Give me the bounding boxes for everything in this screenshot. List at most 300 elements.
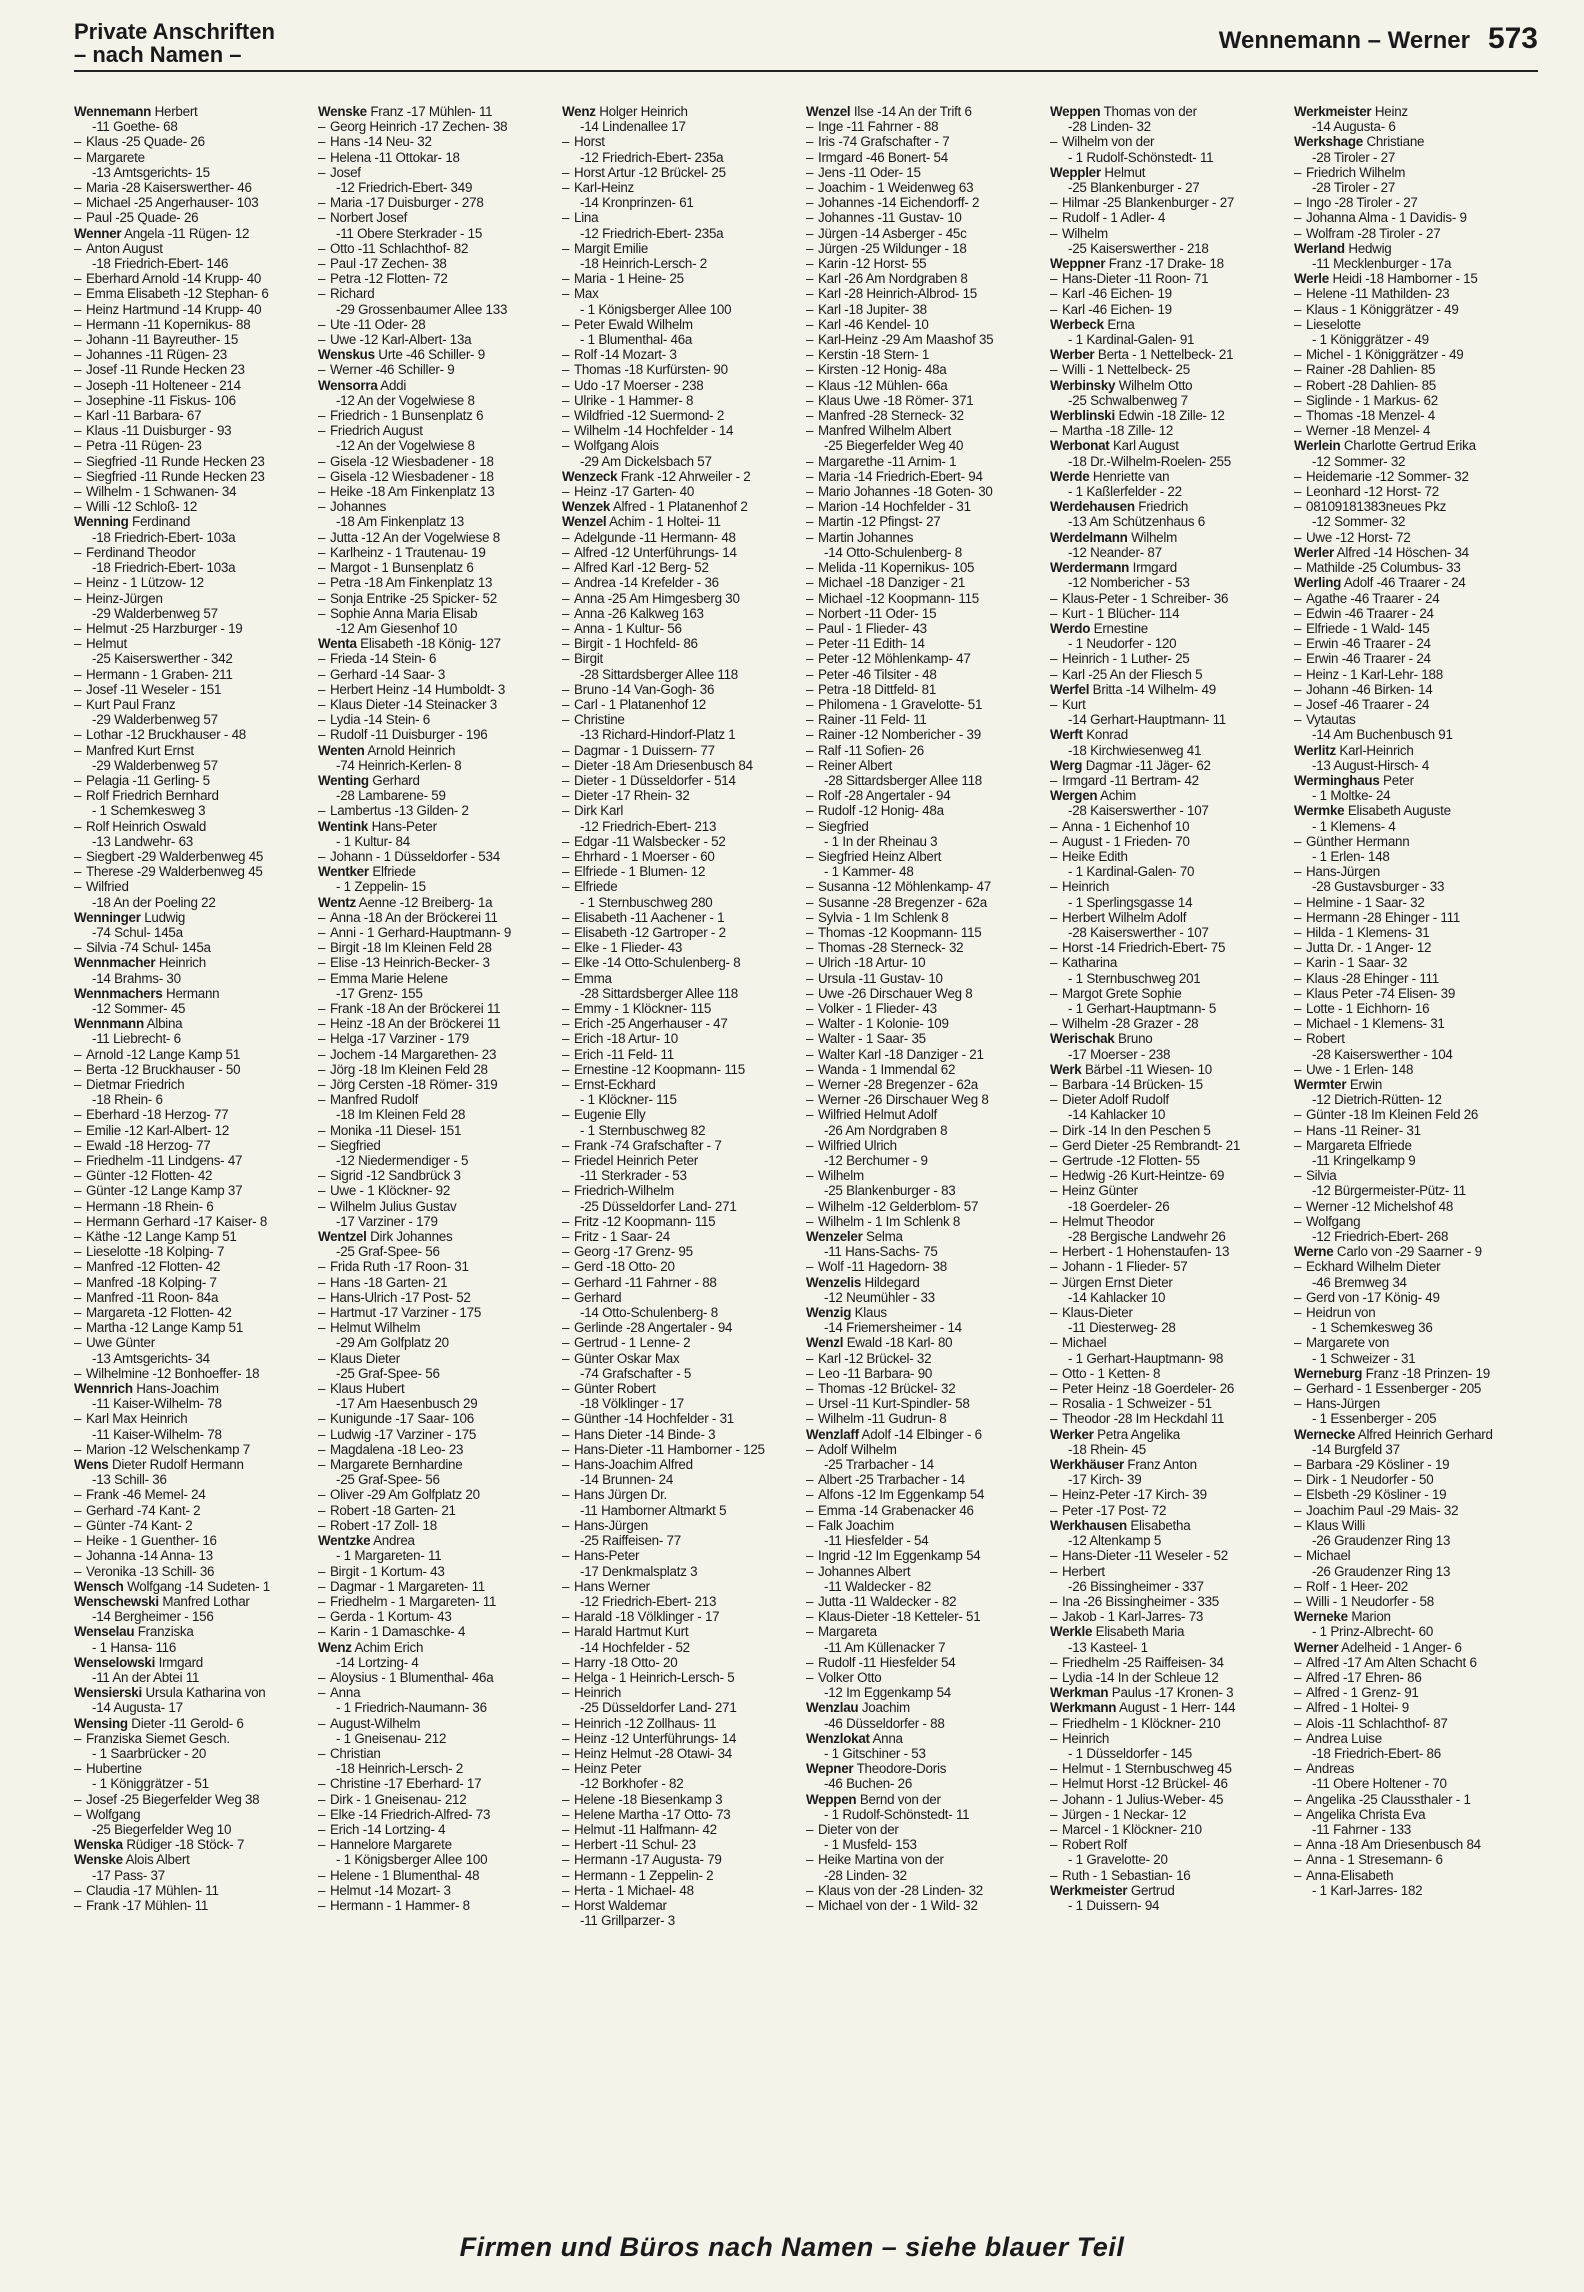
- dash-marker: –: [1050, 195, 1058, 211]
- sub-entry: [318, 803, 560, 818]
- entry-text: Ursula Katharina von: [145, 1685, 266, 1701]
- address-line: -18 Heinrich-Lersch- 2: [336, 1761, 463, 1777]
- dash-marker: –: [318, 210, 326, 226]
- dash-marker: –: [806, 484, 814, 500]
- dash-marker: –: [318, 1715, 326, 1731]
- dash-marker: –: [1294, 712, 1302, 728]
- entry-text: Klaus-Peter - 1 Schreiber- 36: [1062, 590, 1229, 606]
- dash-marker: –: [1294, 484, 1302, 500]
- surname-entry: [74, 1716, 316, 1731]
- entry-text: Heinrich - 1 Luther- 25: [1062, 651, 1190, 667]
- address-line: - 1 Königgrätzer - 51: [92, 1776, 209, 1792]
- dash-marker: –: [318, 1745, 326, 1761]
- address-line: -12 Bürgermeister-Pütz- 11: [1312, 1183, 1466, 1199]
- surname-entry: [74, 1016, 316, 1031]
- dash-marker: –: [806, 1593, 814, 1609]
- surname-entry: [1050, 408, 1292, 423]
- sub-entry: [562, 1761, 804, 1776]
- dash-marker: –: [1050, 1259, 1058, 1275]
- surname: Weppner: [1050, 256, 1106, 272]
- sub-entry: [1294, 697, 1536, 712]
- entry-text: Robert -28 Dahlien- 85: [1306, 377, 1436, 393]
- entry-text: Elfriede - 1 Wald- 145: [1306, 620, 1430, 636]
- dash-marker: –: [1294, 1107, 1302, 1123]
- entry-text: Marcel - 1 Klöckner- 210: [1062, 1821, 1202, 1837]
- sub-entry: [74, 1335, 316, 1350]
- sub-entry: [1050, 1670, 1292, 1685]
- surname: Werner: [1294, 1639, 1339, 1655]
- dash-marker: –: [74, 240, 82, 256]
- sub-entry: [806, 667, 1048, 682]
- address-line: -12 Friedrich-Ebert- 235a: [580, 149, 724, 165]
- entry-text: Selma: [866, 1229, 903, 1245]
- sub-entry: [562, 1731, 804, 1746]
- entry-text: Wilhelm -12 Gelderblom- 57: [818, 1198, 979, 1214]
- entry-text: Andreas: [1306, 1761, 1355, 1777]
- sub-entry: [562, 758, 804, 773]
- sub-entry: [806, 1852, 1048, 1867]
- dash-marker: –: [562, 757, 570, 773]
- dash-marker: –: [318, 1806, 326, 1822]
- sub-entry: [1050, 1503, 1292, 1518]
- sub-entry: [1294, 195, 1536, 210]
- sub-entry: [806, 1016, 1048, 1031]
- address-line: - 1 In der Rheinau 3: [824, 833, 938, 849]
- entry-text: Otto -11 Schlachthof- 82: [330, 240, 469, 256]
- entry-text: Hans-Jürgen: [1306, 864, 1380, 880]
- dash-marker: –: [562, 392, 570, 408]
- dash-marker: –: [1294, 909, 1302, 925]
- entry-text: Walter Karl -18 Danziger - 21: [818, 1046, 984, 1062]
- entry-text: Margarete Bernhardine: [330, 1457, 463, 1473]
- address-line: -25 Düsseldorfer Land- 271: [580, 1198, 737, 1214]
- sub-entry: [1050, 271, 1292, 286]
- sub-entry: [318, 499, 560, 514]
- dash-marker: –: [318, 1685, 326, 1701]
- sub-entry: [318, 1822, 560, 1837]
- dash-marker: –: [1294, 164, 1302, 180]
- surname: Werk: [1050, 1061, 1082, 1077]
- sub-entry: [1294, 1305, 1536, 1320]
- sub-entry: [1294, 636, 1536, 651]
- entry-text: Günther -14 Hochfelder - 31: [574, 1411, 734, 1427]
- dash-marker: –: [74, 590, 82, 606]
- sub-entry: [1294, 910, 1536, 925]
- entry-text: Gerd Dieter -25 Rembrandt- 21: [1062, 1137, 1241, 1153]
- sub-entry: [562, 1792, 804, 1807]
- entry-text: Maria - 1 Heine- 25: [574, 271, 684, 287]
- entry-text: Kunigunde -17 Saar- 106: [330, 1411, 474, 1427]
- dash-marker: –: [562, 909, 570, 925]
- surname-entry: [806, 1275, 1048, 1290]
- sub-entry: [74, 1533, 316, 1548]
- entry-text: Wilfried Ulrich: [818, 1137, 897, 1153]
- entry-text: Wilhelm -14 Hochfelder - 14: [574, 423, 734, 439]
- entry-text: Rolf Friedrich Bernhard: [86, 788, 219, 804]
- dash-marker: –: [806, 894, 814, 910]
- entry-text: Michael -25 Angerhauser- 103: [86, 195, 259, 211]
- dash-marker: –: [74, 468, 82, 484]
- address-line: - 1 Blumenthal- 46a: [580, 332, 693, 348]
- surname-entry: [1050, 727, 1292, 742]
- address-line: -13 Landwehr- 63: [92, 833, 193, 849]
- dash-marker: –: [1294, 940, 1302, 956]
- address-line: -12 Berchumer - 9: [824, 1153, 928, 1169]
- surname: Wenzel: [562, 514, 607, 530]
- address-line: -74 Grafschafter - 5: [580, 1365, 692, 1381]
- surname: Wernecke: [1294, 1426, 1356, 1442]
- dash-marker: –: [562, 864, 570, 880]
- entry-text: Kerstin -18 Stern- 1: [818, 347, 930, 363]
- sub-entry: [74, 773, 316, 788]
- address-line: - 1 Kardinal-Galen- 70: [1068, 864, 1195, 880]
- dash-marker: –: [562, 1897, 570, 1913]
- entry-text: Johanna -14 Anna- 13: [86, 1548, 213, 1564]
- entry-text: Jutta Dr. - 1 Anger- 12: [1306, 940, 1432, 956]
- sub-entry: [806, 1624, 1048, 1639]
- sub-entry: [806, 241, 1048, 256]
- surname-entry: [74, 514, 316, 529]
- dash-marker: –: [318, 1092, 326, 1108]
- entry-text: Alfred Karl -12 Berg- 52: [574, 560, 709, 576]
- dash-marker: –: [1050, 696, 1058, 712]
- surname: Werlitz: [1294, 742, 1336, 758]
- entry-text: Dietmar Friedrich: [86, 1077, 185, 1092]
- address-line: - 1 Friedrich-Naumann- 36: [336, 1700, 487, 1716]
- dash-marker: –: [562, 529, 570, 545]
- sub-entry: [806, 1609, 1048, 1624]
- entry-text: Heinz - 1 Lützow- 12: [86, 575, 204, 591]
- address-line: -18 Friedrich-Ebert- 103a: [92, 529, 236, 545]
- sub-entry: [1050, 1868, 1292, 1883]
- entry-text: Kurt - 1 Blücher- 114: [1062, 605, 1180, 621]
- sub-entry: [806, 1883, 1048, 1898]
- address-line: -12 Nombericher - 53: [1068, 575, 1190, 591]
- dash-marker: –: [562, 1487, 570, 1503]
- entry-text: Günter -18 Im Kleinen Feld 26: [1306, 1107, 1479, 1123]
- dash-marker: –: [318, 332, 326, 348]
- entry-text: Elke -14 Otto-Schulenberg- 8: [574, 955, 741, 971]
- dash-marker: –: [806, 180, 814, 196]
- entry-text: Hans Jürgen Dr.: [574, 1487, 668, 1503]
- sub-entry: [806, 1898, 1048, 1913]
- entry-text: Hans Dieter -14 Binde- 3: [574, 1426, 716, 1442]
- entry-text: Ferdinand: [132, 514, 191, 530]
- dash-marker: –: [806, 985, 814, 1001]
- address-line: -17 Am Haesenbusch 29: [336, 1396, 478, 1412]
- dash-marker: –: [318, 529, 326, 545]
- entry-text: Hermann: [166, 985, 220, 1001]
- entry-text: Irmgard -46 Bonert- 54: [818, 149, 948, 165]
- sub-entry: [318, 1123, 560, 1138]
- surname-entry: [1050, 1700, 1292, 1715]
- dash-marker: –: [74, 1077, 82, 1092]
- directory-column: [1294, 104, 1536, 2222]
- entry-text: Helene -11 Mathilden- 23: [1306, 286, 1450, 302]
- dash-marker: –: [562, 636, 570, 652]
- dash-marker: –: [1294, 1806, 1302, 1822]
- entry-text: Georg Heinrich -17 Zechen- 38: [330, 119, 508, 135]
- sub-entry: [806, 788, 1048, 803]
- address-line: -14 Lindenallee 17: [580, 119, 686, 135]
- dash-marker: –: [318, 362, 326, 378]
- entry-text: Dirk - 1 Neudorfer - 50: [1306, 1472, 1434, 1488]
- sub-entry: [562, 1898, 804, 1913]
- dash-marker: –: [318, 1350, 326, 1366]
- entry-text: Karl -25 An der Fliesch 5: [1062, 666, 1203, 682]
- entry-text: Gertrud - 1 Lenne- 2: [574, 1335, 691, 1351]
- entry-text: Rudolf - 1 Adler- 4: [1062, 210, 1166, 226]
- dash-marker: –: [1050, 1669, 1058, 1685]
- sub-entry: [1050, 1792, 1292, 1807]
- sub-entry: [318, 1442, 560, 1457]
- entry-text: Herbert Heinz -14 Humboldt- 3: [330, 681, 506, 697]
- dash-marker: –: [562, 1867, 570, 1883]
- surname: Werle: [1294, 271, 1329, 287]
- dash-marker: –: [1050, 1213, 1058, 1229]
- entry-text: Oliver -29 Am Golfplatz 20: [330, 1487, 480, 1503]
- address-line: -13 Richard-Hindorf-Platz 1: [580, 727, 736, 743]
- entry-text: Ewald -18 Karl- 80: [846, 1335, 953, 1351]
- page-header: [74, 20, 1538, 72]
- dash-marker: –: [318, 1198, 326, 1214]
- dash-marker: –: [1050, 1791, 1058, 1807]
- entry-text: Jochem -14 Margarethen- 23: [330, 1046, 497, 1062]
- sub-entry: [562, 1852, 804, 1867]
- sub-entry: [1294, 530, 1536, 545]
- surname: Werker: [1050, 1426, 1094, 1442]
- sub-entry: [318, 1290, 560, 1305]
- sub-entry: [562, 955, 804, 970]
- dash-marker: –: [74, 879, 82, 895]
- dash-marker: –: [1294, 924, 1302, 940]
- sub-entry: [1050, 819, 1292, 834]
- dash-marker: –: [318, 1137, 326, 1153]
- entry-text: Eberhard -18 Herzog- 77: [86, 1107, 229, 1123]
- entry-text: Harald Hartmut Kurt: [574, 1624, 689, 1640]
- sub-entry: [318, 317, 560, 332]
- sub-entry: [1294, 1807, 1536, 1822]
- sub-entry: [1294, 1518, 1536, 1533]
- entry-text: Andrea -14 Krefelder - 36: [574, 575, 719, 591]
- surname: Wennmachers: [74, 985, 163, 1001]
- sub-entry: [806, 1047, 1048, 1062]
- surname-entry: [562, 469, 804, 484]
- address-line: -28 Sittardsberger Allee 118: [580, 985, 739, 1001]
- sub-entry: [318, 575, 560, 590]
- entry-text: Albert -25 Trarbacher - 14: [818, 1472, 965, 1488]
- address-line: - 1 Musfeld- 153: [824, 1837, 917, 1853]
- sub-entry: [806, 1594, 1048, 1609]
- sub-entry: [562, 971, 804, 986]
- address-line: -12 An der Vogelwiese 8: [336, 438, 475, 454]
- entry-text: Charlotte Gertrud Erika: [1343, 438, 1476, 454]
- dash-marker: –: [74, 1259, 82, 1275]
- address-line: -14 Hochfelder - 52: [580, 1639, 690, 1655]
- entry-text: Manfred Kurt Ernst: [86, 742, 194, 758]
- entry-text: Jörg -18 Im Kleinen Feld 28: [330, 1061, 488, 1077]
- entry-text: Claudia -17 Mühlen- 11: [86, 1882, 219, 1898]
- entry-text: Harry -18 Otto- 20: [574, 1654, 678, 1670]
- entry-text: Petra -11 Rügen- 23: [86, 438, 202, 454]
- sub-entry: [74, 1290, 316, 1305]
- dash-marker: –: [562, 1578, 570, 1594]
- entry-text: Günter -12 Flotten- 42: [86, 1168, 213, 1184]
- entry-text: Günter -74 Kant- 2: [86, 1517, 193, 1533]
- entry-text: Heinrich: [1062, 879, 1110, 895]
- address-line: -11 Kringelkamp 9: [1312, 1153, 1416, 1169]
- entry-text: Angela -11 Rügen- 12: [124, 225, 250, 241]
- entry-text: Klaus-Dieter -18 Ketteler- 51: [818, 1609, 981, 1625]
- address-line: -25 Graf-Spee- 56: [336, 1365, 440, 1381]
- dash-marker: –: [318, 1046, 326, 1062]
- dash-marker: –: [1294, 1761, 1302, 1777]
- entry-text: Hermann -18 Rhein- 6: [86, 1198, 214, 1214]
- sub-entry: [806, 1472, 1048, 1487]
- dash-marker: –: [562, 879, 570, 895]
- entry-text: Peter -46 Tilsiter - 48: [818, 666, 937, 682]
- entry-text: Henriette van: [1092, 468, 1170, 484]
- dash-marker: –: [74, 1061, 82, 1077]
- dash-marker: –: [806, 681, 814, 697]
- dash-marker: –: [562, 1137, 570, 1153]
- dash-marker: –: [318, 286, 326, 302]
- surname-entry: [1050, 469, 1292, 484]
- surname: Wenzeck: [562, 468, 618, 484]
- address-line: -13 August-Hirsch- 4: [1312, 757, 1430, 773]
- sub-entry: [1050, 134, 1292, 149]
- sub-entry: [1294, 925, 1536, 940]
- dash-marker: –: [318, 408, 326, 424]
- address-line: -11 Obere Holtener - 70: [1312, 1776, 1447, 1792]
- sub-entry: [74, 1548, 316, 1563]
- entry-text: Frieda -14 Stein- 6: [330, 651, 437, 667]
- dash-marker: –: [806, 818, 814, 834]
- dash-marker: –: [562, 347, 570, 363]
- address-line: - 1 Schemkesweg 36: [1312, 1320, 1433, 1336]
- entry-text: Lydia -14 In der Schleue 12: [1062, 1669, 1219, 1685]
- footer-note: Firmen und Büros nach Namen – siehe blauer Teil: [459, 2232, 1125, 2262]
- sub-entry: [74, 1883, 316, 1898]
- entry-text: Urte -46 Schiller- 9: [378, 347, 485, 363]
- dash-marker: –: [74, 1137, 82, 1153]
- entry-text: Frank -18 An der Bröckerei 11: [330, 1000, 501, 1016]
- entry-text: Ruth - 1 Sebastian- 16: [1062, 1867, 1191, 1883]
- sub-entry: [1294, 1290, 1536, 1305]
- dash-marker: –: [74, 818, 82, 834]
- entry-text: Christine -17 Eberhard- 17: [330, 1776, 482, 1792]
- entry-text: Leonhard -12 Horst- 72: [1306, 484, 1439, 500]
- sub-entry: [562, 1685, 804, 1700]
- entry-text: Martin -12 Pfingst- 27: [818, 514, 941, 530]
- dash-marker: –: [562, 1289, 570, 1305]
- dash-marker: –: [562, 940, 570, 956]
- dash-marker: –: [1050, 1274, 1058, 1290]
- dash-marker: –: [806, 955, 814, 971]
- entry-text: Hans-Dieter -11 Roon- 71: [1062, 271, 1209, 287]
- address-line: -11 Waldecker - 82: [824, 1578, 932, 1594]
- entry-text: Siegfried: [818, 818, 869, 834]
- entry-text: Rainer -28 Dahlien- 85: [1306, 362, 1436, 378]
- sub-entry: [318, 150, 560, 165]
- entry-text: Harald -18 Völklinger - 17: [574, 1609, 720, 1625]
- entry-text: Friedrich: [1138, 499, 1189, 515]
- sub-entry: [1050, 1761, 1292, 1776]
- dash-marker: –: [318, 1016, 326, 1032]
- sub-entry: [74, 1199, 316, 1214]
- entry-text: Holger Heinrich: [599, 104, 688, 119]
- dash-marker: –: [1050, 1609, 1058, 1625]
- dash-marker: –: [74, 1806, 82, 1822]
- surname-entry: [1050, 621, 1292, 636]
- entry-text: Margareta Elfriede: [1306, 1137, 1412, 1153]
- entry-text: Walter - 1 Saar- 35: [818, 1031, 926, 1047]
- entry-text: Werner -46 Schiller- 9: [330, 362, 455, 378]
- address-line: -14 Augusta- 6: [1312, 119, 1396, 135]
- surname-entry: [74, 226, 316, 241]
- address-line: - 1 Kammer- 48: [824, 864, 914, 880]
- entry-text: Robert Rolf: [1062, 1837, 1127, 1853]
- entry-text: Helena -11 Ottokar- 18: [330, 149, 460, 165]
- sub-entry: [1294, 1792, 1536, 1807]
- entry-text: Michael: [1306, 1548, 1351, 1564]
- address-line: - 1 Margareten- 11: [336, 1548, 442, 1564]
- sub-entry: [318, 1609, 560, 1624]
- entry-text: Anna -26 Kalkweg 163: [574, 605, 704, 621]
- sub-entry: [1050, 423, 1292, 438]
- entry-text: Petra -12 Flotten- 72: [330, 271, 448, 287]
- sub-entry: [562, 1518, 804, 1533]
- dash-marker: –: [1294, 560, 1302, 576]
- sub-entry: [806, 362, 1048, 377]
- entry-text: Theodor -28 Im Heckdahl 11: [1062, 1411, 1225, 1427]
- entry-text: Jutta -12 An der Vogelwiese 8: [330, 529, 500, 545]
- entry-text: Fritz - 1 Saar- 24: [574, 1229, 670, 1245]
- dash-marker: –: [318, 681, 326, 697]
- entry-text: Sigrid -12 Sandbrück 3: [330, 1168, 461, 1184]
- dash-marker: –: [806, 240, 814, 256]
- dash-marker: –: [318, 1791, 326, 1807]
- entry-text: Uwe -12 Karl-Albert- 13a: [330, 332, 472, 348]
- sub-entry: [318, 545, 560, 560]
- sub-entry: [1294, 1457, 1536, 1472]
- entry-text: Karl-Heinrich: [1339, 742, 1414, 758]
- dash-marker: –: [1050, 955, 1058, 971]
- dash-marker: –: [1050, 1396, 1058, 1412]
- sub-entry: [806, 682, 1048, 697]
- dash-marker: –: [562, 134, 570, 150]
- surname-entry: [318, 819, 560, 834]
- entry-text: Günter Robert: [574, 1381, 656, 1397]
- entry-text: Hans-Joachim: [136, 1381, 219, 1397]
- entry-text: Friedrich Wilhelm: [1306, 164, 1406, 180]
- address-line: -25 Raiffeisen- 77: [580, 1533, 681, 1549]
- surname: Wennmacher: [74, 955, 156, 971]
- entry-text: Susanna -12 Möhlenkamp- 47: [818, 879, 991, 895]
- sub-entry: [1294, 1503, 1536, 1518]
- surname: Wenz: [562, 104, 596, 119]
- address-line: -11 An der Abtei 11: [92, 1669, 200, 1685]
- sub-entry: [806, 1518, 1048, 1533]
- dash-marker: –: [1294, 605, 1302, 621]
- dash-marker: –: [1050, 1183, 1058, 1199]
- sub-entry: [806, 150, 1048, 165]
- sub-entry: [74, 1138, 316, 1153]
- entry-text: Johannes -11 Rügen- 23: [86, 347, 227, 363]
- address-line: - 1 Gneisenau- 212: [336, 1730, 447, 1746]
- sub-entry: [74, 940, 316, 955]
- address-line: -12 Altenkamp 5: [1068, 1533, 1162, 1549]
